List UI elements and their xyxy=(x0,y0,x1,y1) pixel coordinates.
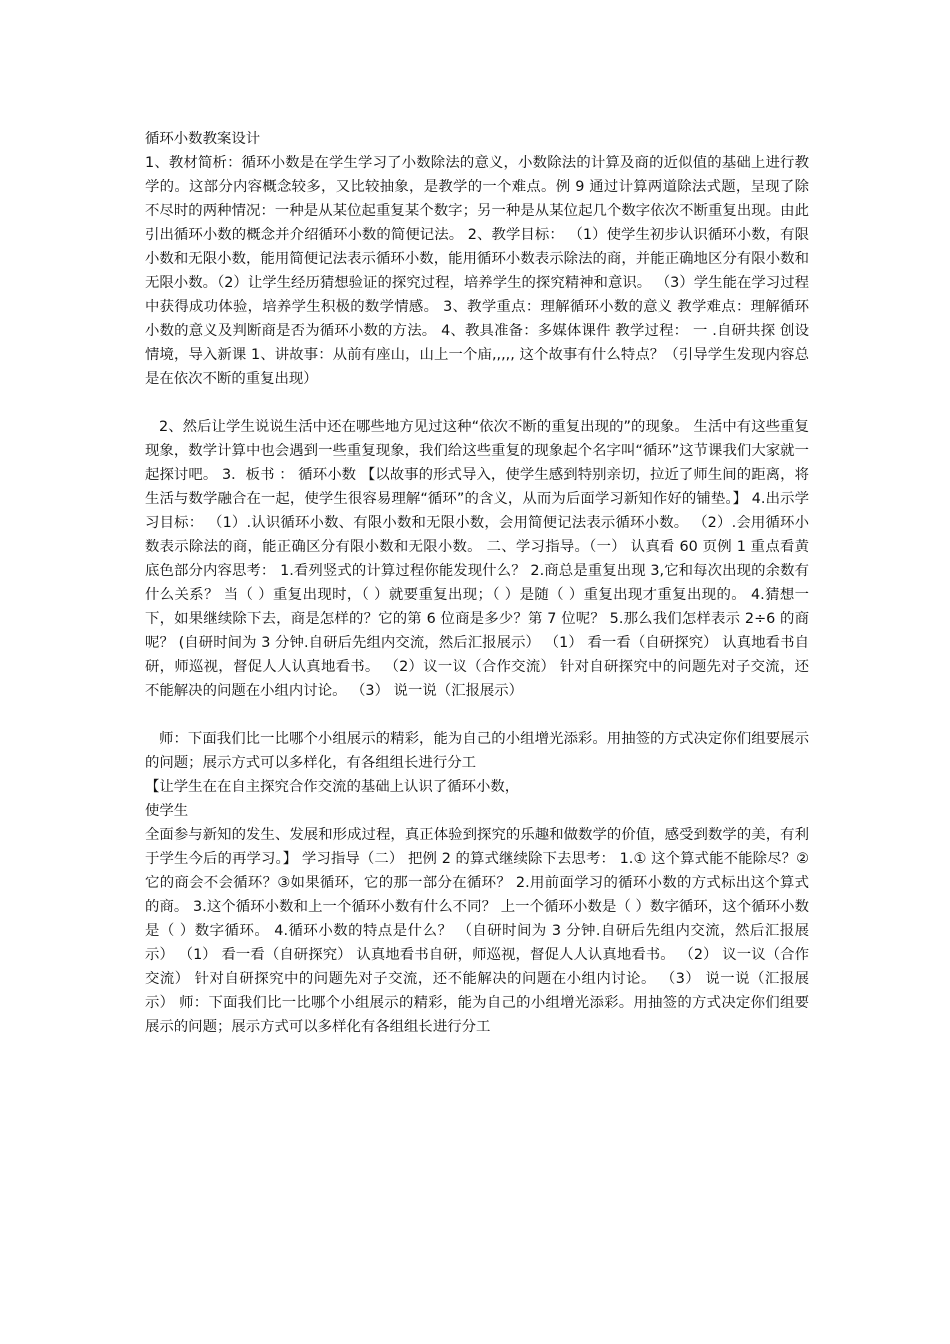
document-body xyxy=(145,127,809,1039)
paragraph-introduction: 2、然后让学生说说生活中还在哪些地方见过这种“依次不断的重复出现的”的现象。 生活中有这些重复现象，数学计算中也会遇到一些重复现象，我们给这些重复的现象起个名字叫“循环”这节课我们大家就一起探讨吧。 3．板书 ： 循环小数 【以故事的形式导入，使学生感到特别亲切，拉近了师生间的距离，将生活与数学融合在一起，使学生很容易理解“循环”的含义，从而为后面学习新知作好的铺垫。】 4.出示学习目标： （1）.认识循环小数、有限小数和无限小数，会用简便记法表示循环小数。 （2）.会用循环小数表示除法的商，能正确区分有限小数和无限小数。 二、学习指导。（一） 认真看 60 页例 1 重点看黄底色部分内容思考： 1.看列竖式的计算过程你能发现什么？ 2.商总是重复出现 3,它和每次出现的余数有什么关系？ 当（ ）重复出现时，（ ）就要重复出现；（ ）是随（ ）重复出现才重复出现的。 4.猜想一下，如果继续除下去，商是怎样的？它的第 6 位商是多少？第 7 位呢？ 5.那么我们怎样表示 2÷6 的商呢？ (自研时间为 3 分钟.自研后先组内交流，然后汇报展示） （1） 看一看（自研探究） 认真地看书自研，师巡视，督促人人认真地看书。 （2）议一议（合作交流） 针对自研探究中的问题先对子交流，还不能解决的问题在小组内讨论。 （3） 说一说（汇报展示） xyxy=(145,419,809,699)
paragraph-spacer xyxy=(145,703,809,727)
paragraph-note-open: 【让学生在在自主探究合作交流的基础上认识了循环小数， xyxy=(145,779,520,795)
paragraph-spacer xyxy=(145,391,809,415)
paragraph-teaching-outline: 1、教材简析：循环小数是在学生学习了小数除法的意义，小数除法的计算及商的近似值的基础上进行教学的。这部分内容概念较多，又比较抽象，是教学的一个难点。例 9 通过计算两道除法式题，呈现了除不尽时的两种情况：一种是从某位起重复某个数字；另一种是从某位起几个数字依次不断重复出现。由此引出循环小数的概念并介绍循环小数的简便记法。 2、教学目标： （1）使学生初步认识循环小数，有限小数和无限小数，能用简便记法表示循环小数，能用循环小数表示除法的商，并能正确地区分有限小数和无限小数。（2）让学生经历猜想验证的探究过程，培养学生的探究精神和意识。 （3）学生能在学习过程中获得成功体验，培养学生积极的数学情感。 3、教学重点：理解循环小数的意义 教学难点：理解循环小数的意义及判断商是否为循环小数的方法。 4、教具准备：多媒体课件 教学过程： 一 .自研共探 创设情境，导入新课 1、讲故事：从前有座山，山上一个庙,,,,, 这个故事有什么特点？（引导学生发现内容总是在依次不断的重复出现） xyxy=(145,155,809,387)
paragraph-note-continued: 使学生 xyxy=(145,803,189,819)
document-title: 循环小数教案设计 xyxy=(145,131,261,147)
paragraph-learning-guide-two: 全面参与新知的发生、发展和形成过程，真正体验到探究的乐趣和做数学的价值，感受到数学的美，有利于学生今后的再学习。】 学习指导（二） 把例 2 的算式继续除下去思考： 1.① 这个算式能不能除尽？②它的商会不会循环？③如果循环，它的那一部分在循环？ 2.用前面学习的循环小数的方式标出这个算式的商。 3.这个循环小数和上一个循环小数有什么不同？ 上一个循环小数是（ ）数字循环，这个循环小数是（ ）数字循环。 4.循环小数的特点是什么？ （自研时间为 3 分钟.自研后先组内交流，然后汇报展示） （1） 看一看（自研探究） 认真地看书自研，师巡视，督促人人认真地看书。 （2） 议一议（合作交流） 针对自研探究中的问题先对子交流，还不能解决的问题在小组内讨论。 （3） 说一说（汇报展示） 师：下面我们比一比哪个小组展示的精彩，能为自己的小组增光添彩。用抽签的方式决定你们组要展示的问题；展示方式可以多样化有各组组长进行分工 xyxy=(145,827,809,1035)
paragraph-teacher-remark: 师：下面我们比一比哪个小组展示的精彩，能为自己的小组增光添彩。用抽签的方式决定你们组要展示的问题；展示方式可以多样化，有各组组长进行分工 xyxy=(145,731,809,771)
